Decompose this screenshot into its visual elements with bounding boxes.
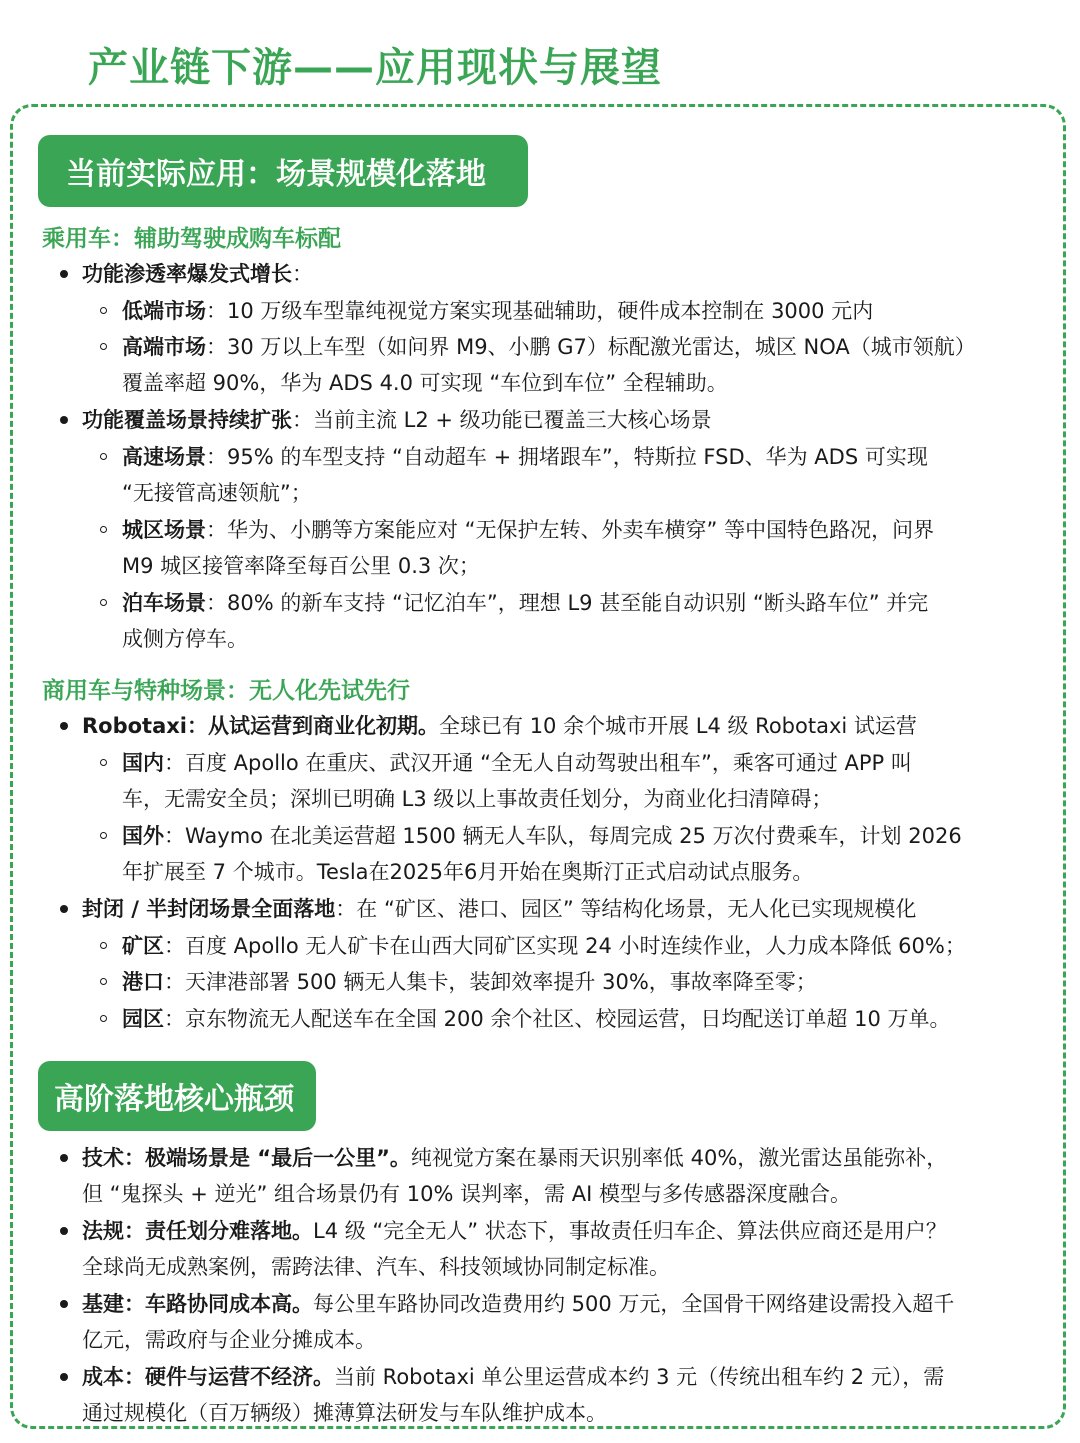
item-text: 每公里车路协同改造费用约 500 万元，全国骨干网络建设需投入超千 xyxy=(313,1292,955,1316)
list-item xyxy=(82,402,712,438)
item-label: 国内 xyxy=(122,751,164,775)
item-label: 功能覆盖场景持续扩张 xyxy=(82,408,292,432)
bullet-circle xyxy=(100,1015,107,1022)
list-item xyxy=(122,293,873,329)
item-text-continued: 车，无需安全员；深圳已明确 L3 级以上事故责任划分，为商业化扫清障碍； xyxy=(122,787,833,811)
list-item xyxy=(82,1213,947,1249)
item-label: 低端市场 xyxy=(122,299,206,323)
item-text: ：80% 的新车支持 “记忆泊车”，理想 L9 甚至能自动识别 “断头路车位” 并完 xyxy=(206,591,929,615)
item-text: ：Waymo 在北美运营超 1500 辆无人车队，每周完成 25 万次付费乘车，计划 2026 xyxy=(164,824,962,848)
bullet-circle xyxy=(100,599,107,606)
item-label: 成本：硬件与运营不经济。 xyxy=(82,1365,334,1389)
item-text-continued: 但 “鬼探头 + 逆光” 组合场景仍有 10% 误判率，需 AI 模型与多传感器深度融合。 xyxy=(82,1182,851,1206)
bullet-circle xyxy=(100,526,107,533)
item-label: 基建：车路协同成本高。 xyxy=(82,1292,313,1316)
item-label: 港口 xyxy=(122,970,164,994)
item-text: ：京东物流无人配送车在全国 200 余个社区、校园运营，日均配送订单超 10 万单。 xyxy=(164,1007,951,1031)
bullet-dot xyxy=(60,416,68,424)
item-label: 高速场景 xyxy=(122,445,206,469)
item-text: ：百度 Apollo 在重庆、武汉开通 “全无人自动驾驶出租车”，乘客可通过 APP 叫 xyxy=(164,751,912,775)
item-text: ：当前主流 L2 + 级功能已覆盖三大核心场景 xyxy=(292,408,712,432)
item-text: 当前 Robotaxi 单公里运营成本约 3 元（传统出租车约 2 元），需 xyxy=(334,1365,945,1389)
item-text: 纯视觉方案在暴雨天识别率低 40%，激光雷达虽能弥补， xyxy=(410,1146,948,1170)
list-item xyxy=(122,928,966,964)
item-text: ：95% 的车型支持 “自动超车 + 拥堵跟车”，特斯拉 FSD、华为 ADS 可实现 xyxy=(206,445,928,469)
item-text: ： xyxy=(292,262,313,286)
page-title: 产业链下游——应用现状与展望 xyxy=(88,45,662,91)
item-label: 功能渗透率爆发式增长 xyxy=(82,262,292,286)
item-text: ：华为、小鹏等方案能应对 “无保护左转、外卖车横穿” 等中国特色路况，问界 xyxy=(206,518,935,542)
item-text: 全球已有 10 余个城市开展 L4 级 Robotaxi 试运营 xyxy=(439,714,917,738)
bullet-dot xyxy=(60,905,68,913)
item-text: ：30 万以上车型（如问界 M9、小鹏 G7）标配激光雷达，城区 NOA（城市领航） xyxy=(206,335,976,359)
bullet-dot xyxy=(60,1154,68,1162)
list-item xyxy=(82,1140,947,1176)
item-label: Robotaxi：从试运营到商业化初期。 xyxy=(82,714,440,738)
item-text-continued: 覆盖率超 90%，华为 ADS 4.0 可实现 “车位到车位” 全程辅助。 xyxy=(122,371,728,395)
item-label: 封闭 / 半封闭场景全面落地 xyxy=(82,897,336,921)
bullet-circle xyxy=(100,343,107,350)
item-label: 城区场景 xyxy=(122,518,206,542)
section-heading-current-applications: 当前实际应用：场景规模化落地 xyxy=(38,135,528,207)
item-label: 技术：极端场景是 “最后一公里”。 xyxy=(82,1146,411,1170)
list-item xyxy=(122,964,817,1000)
item-text-continued: 亿元，需政府与企业分摊成本。 xyxy=(82,1328,376,1352)
bullet-dot xyxy=(60,1300,68,1308)
list-item xyxy=(82,1286,954,1322)
item-text: ：天津港部署 500 辆无人集卡，装卸效率提升 30%，事故率降至零； xyxy=(164,970,817,994)
item-label: 国外 xyxy=(122,824,164,848)
bullet-circle xyxy=(100,759,107,766)
item-text-continued: 通过规模化（百万辆级）摊薄算法研发与车队维护成本。 xyxy=(82,1401,607,1425)
item-text: ：10 万级车型靠纯视觉方案实现基础辅助，硬件成本控制在 3000 元内 xyxy=(206,299,874,323)
list-item xyxy=(82,891,916,927)
subheading-passenger-cars: 乘用车：辅助驾驶成购车标配 xyxy=(42,226,341,252)
list-item xyxy=(122,745,912,781)
item-text-continued: 年扩展至 7 个城市。Tesla在2025年6月开始在奥斯汀正式启动试点服务。 xyxy=(122,860,814,884)
item-label: 矿区 xyxy=(122,934,164,958)
list-item xyxy=(82,1359,944,1395)
item-label: 法规：责任划分难落地。 xyxy=(82,1219,313,1243)
bullet-circle xyxy=(100,307,107,314)
list-item xyxy=(82,708,917,744)
item-text: ：在 “矿区、港口、园区” 等结构化场景，无人化已实现规模化 xyxy=(335,897,917,921)
item-label: 高端市场 xyxy=(122,335,206,359)
list-item xyxy=(122,585,928,621)
item-text-continued: 全球尚无成熟案例，需跨法律、汽车、科技领域协同制定标准。 xyxy=(82,1255,670,1279)
item-text-continued: 成侧方停车。 xyxy=(122,627,248,651)
bullet-dot xyxy=(60,722,68,730)
item-text-continued: M9 城区接管率降至每百公里 0.3 次； xyxy=(122,554,480,578)
list-item xyxy=(122,512,934,548)
section-heading-bottlenecks: 高阶落地核心瓶颈 xyxy=(38,1061,316,1131)
item-label: 泊车场景 xyxy=(122,591,206,615)
bullet-circle xyxy=(100,832,107,839)
bullet-circle xyxy=(100,978,107,985)
item-text: ：百度 Apollo 无人矿卡在山西大同矿区实现 24 小时连续作业，人力成本降低 60%； xyxy=(164,934,966,958)
bullet-circle xyxy=(100,453,107,460)
item-text: L4 级 “完全无人” 状态下，事故责任归车企、算法供应商还是用户？ xyxy=(313,1219,947,1243)
bullet-circle xyxy=(100,942,107,949)
list-item xyxy=(122,439,928,475)
item-text-continued: “无接管高速领航”； xyxy=(122,481,312,505)
list-item xyxy=(122,329,976,365)
subheading-commercial-vehicles: 商用车与特种场景：无人化先试先行 xyxy=(42,678,410,704)
item-label: 园区 xyxy=(122,1007,164,1031)
bullet-dot xyxy=(60,1373,68,1381)
list-item xyxy=(82,256,313,292)
bullet-dot xyxy=(60,270,68,278)
list-item xyxy=(122,818,962,854)
list-item xyxy=(122,1001,951,1037)
bullet-dot xyxy=(60,1227,68,1235)
